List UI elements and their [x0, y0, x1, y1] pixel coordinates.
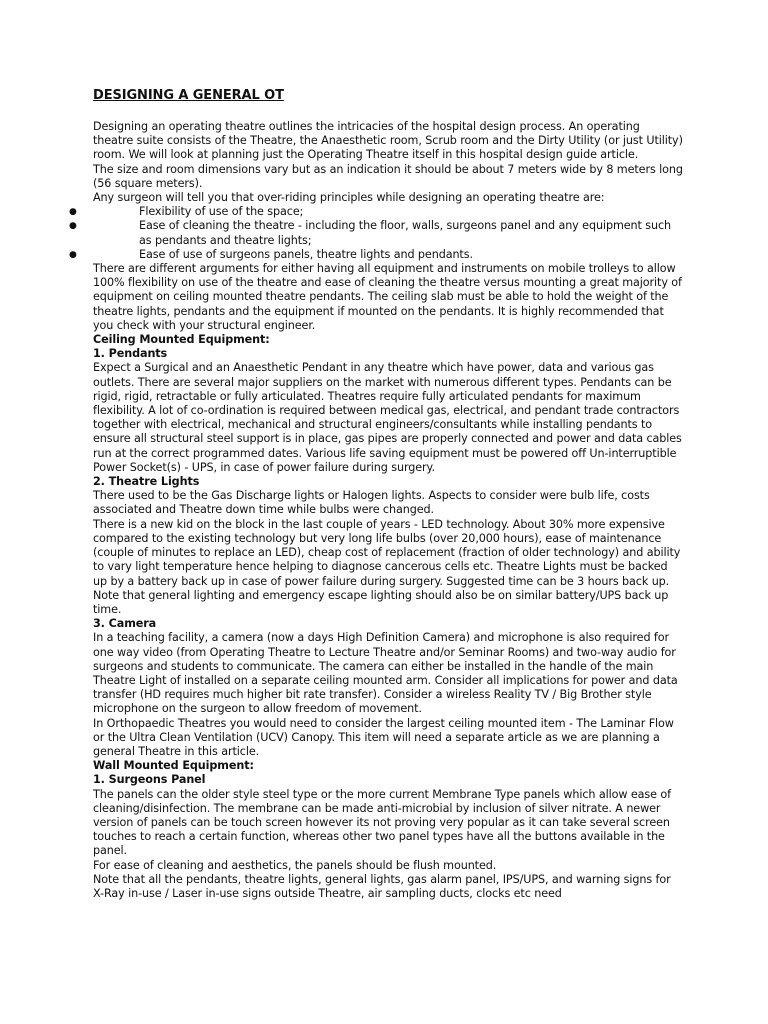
camera-paragraph-1: In a teaching facility, a camera (now a days High Definition Camera) and microphone is also required for one way video (from Operating Theatre to Lecture Theatre and/or Seminar Rooms) and two-way audio for surgeons and students to communicate. The camera can either be installed in the handle of the main Theatre Light of installed on a separate ceiling mounted arm. Consider all implications for power and data transfer (HD requires much higher bit rate transfer). Consider a wireless Reality TV / Big Brother style microphone on the surgeon to allow freedom of movement. — [93, 631, 678, 716]
arguments-paragraph: There are different arguments for either having all equipment and instruments on mobile trolleys to allow 100% flexibility on use of the theatre and ease of cleaning the theatre versus mounting a great majority of equipment on ceiling mounted theatre pendants. The ceiling slab must be able to hold the weight of the theatre lights, pendants and the equipment if mounted on the pendants. It is highly recommended that you check with your structural engineer. — [93, 262, 682, 332]
list-item — [69, 219, 683, 247]
panel-paragraph-3: Note that all the pendants, theatre lights, general lights, gas alarm panel, IPS/UPS, and warning signs for X-Ray in-use / Laser in-use signs outside Theatre, air sampling ducts, clocks etc need — [93, 872, 671, 900]
surgeons-panel-heading: 1. Surgeons Panel — [93, 773, 206, 787]
intro-paragraph-2: The size and room dimensions vary but as an indication it should be about 7 meters wide by 8 meters long (56 square meters). — [93, 162, 683, 190]
panel-paragraph-1: The panels can the older style steel type or the more current Membrane Type panels which allow ease of cleaning/disinfection. The membrane can be made anti-microbial by inclusion of silver nitrate. A newer version of panels can be touch screen however its not proving very popular as it can take several screen touches to reach a certain function, whereas other two panel types have all the buttons available in the panel. — [93, 787, 671, 858]
document-title: DESIGNING A GENERAL OT — [93, 88, 284, 103]
panel-paragraph-2: For ease of cleaning and aesthetics, the panels should be flush mounted. — [93, 858, 497, 872]
bullet-icon: ● — [69, 207, 77, 218]
intro-paragraph-1: Designing an operating theatre outlines the intricacies of the hospital design process. An operating theatre suite consists of the Theatre, the Anaesthetic room, Scrub room and the Dirty Utility (or just Utility) room. We will look at planning just the Operating Theatre itself in this hospital design guide article. — [93, 120, 683, 162]
pendants-paragraph: Expect a Surgical and an Anaesthetic Pendant in any theatre which have power, data and various gas outlets. There are several major suppliers on the market with numerous different types. Pendants can be rigid, rigid, retractable or fully articulated. Theatres require fully articulated pendants for maximum flexibility. A lot of co-ordination is required between medical gas, electrical, and pendant trade contractors together with electrical, mechanical and structural engineers/consultants while installing pendants to ensure all structural steel support is in place, gas pipes are properly connected and power and data cables run at the correct programmed dates. Various life saving equipment must be powered off Un-interruptible Power Socket(s) - UPS, in case of power failure during surgery. — [93, 361, 682, 474]
pendants-heading: 1. Pendants — [93, 347, 168, 361]
bullet-icon: ● — [69, 221, 77, 232]
list-item — [69, 205, 683, 219]
list-item-text: Flexibility of use of the space; — [139, 205, 304, 219]
bullet-icon: ● — [69, 249, 77, 260]
lights-paragraph-1: There used to be the Gas Discharge lights or Halogen lights. Aspects to consider were bulb life, costs associated and Theatre down time while bulbs were changed. — [93, 489, 650, 517]
ceiling-equipment-heading: Ceiling Mounted Equipment: — [93, 333, 270, 347]
camera-paragraph-2: In Orthopaedic Theatres you would need to consider the largest ceiling mounted item - The Laminar Flow or the Ultra Clean Ventilation (UCV) Canopy. This item will need a separate article as we are planning a general Theatre in this article. — [93, 716, 674, 758]
list-item-text: Ease of use of surgeons panels, theatre lights and pendants. — [139, 247, 473, 261]
list-item — [69, 247, 683, 262]
camera-heading: 3. Camera — [93, 617, 157, 631]
document-page — [69, 88, 683, 901]
theatre-lights-heading: 2. Theatre Lights — [93, 475, 200, 489]
list-item-text: Ease of cleaning the theatre - including the floor, walls, surgeons panel and any equipment such as pendants and theatre lights; — [139, 219, 672, 247]
lights-paragraph-2: There is a new kid on the block in the last couple of years - LED technology. About 30% more expensive compared to the existing technology but very long life bulbs (over 20,000 hours), ease of maintenance (couple of minutes to replace an LED), cheap cost of replacement (fraction of older technology) and ability to vary light temperature hence helping to diagnose cancerous cells etc. Theatre Lights must be backed up by a battery back up in case of power failure during surgery. Suggested time can be 3 hours back up. Note that general lighting and emergency escape lighting should also be on similar battery/UPS back up time. — [93, 517, 681, 616]
intro-paragraph-3: Any surgeon will tell you that over-riding principles while designing an operating theatre are: — [93, 191, 605, 205]
wall-equipment-heading: Wall Mounted Equipment: — [93, 759, 254, 773]
principles-list — [69, 205, 683, 262]
